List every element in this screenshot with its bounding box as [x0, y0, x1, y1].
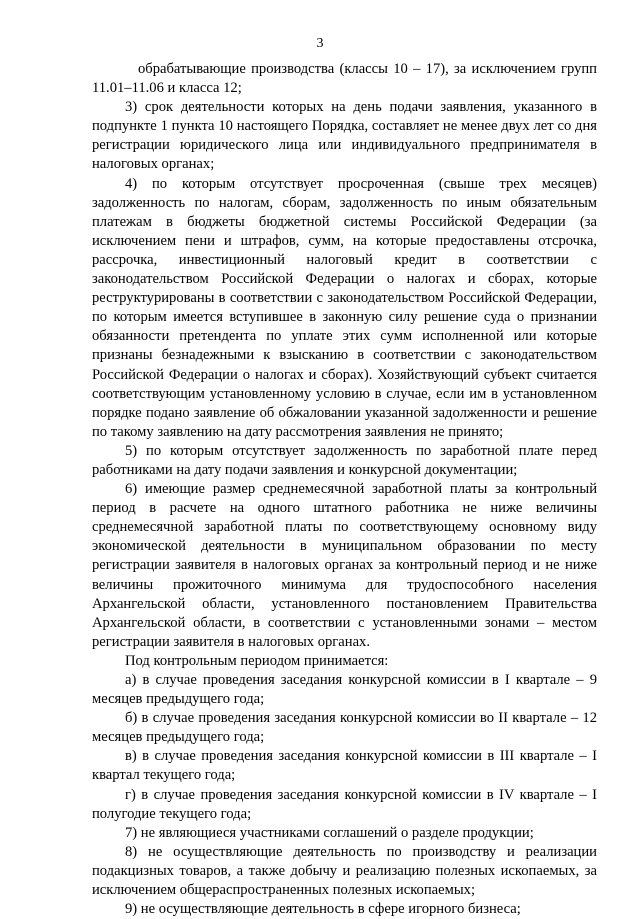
paragraph-item-5: 5) по которым отсутствует задолженность по заработной плате перед работниками на дату подачи заявления и конкурсной документации; — [92, 442, 597, 478]
paragraph-item-7: 7) не являющиеся участниками соглашений о разделе продукции; — [125, 824, 534, 841]
paragraph-item-9: 9) не осуществляющие деятельность в сфере игорного бизнеса; — [125, 901, 521, 918]
paragraph-subitem-b: б) в случае проведения заседания конкурсной комиссии во II квартале – 12 месяцев предыдущего года; — [92, 710, 597, 746]
paragraph-item-3: 3) срок деятельности которых на день подачи заявления, указанного в подпункте 1 пункта 10 настоящего Порядка, составляет не менее двух лет со дня регистрации юридического лица или индивидуального предпринимателя в налоговых органах; — [92, 99, 597, 173]
paragraph-item-6: 6) имеющие размер среднемесячной заработной платы за контрольный период в расчете на одного штатного работника не ниже величины среднемесячной заработной платы по соответствующему основному виду экономической деятельности в муниципальном образовании по месту регистрации заявителя в налоговых органах за контрольный период и не ниже величины прожиточного минимума для трудоспособного населения Архангельской области, установленного постановлением Правительства Архангельской области, в соответствии с установленными зонами – местом регистрации заявителя в налоговых органах. — [92, 481, 597, 650]
paragraph-subitem-a: а) в случае проведения заседания конкурсной комиссии в I квартале – 9 месяцев предыдущего года; — [92, 672, 597, 708]
paragraph-item-4: 4) по которым отсутствует просроченная (свыше трех месяцев) задолженность по налогам, сборам, задолженность по иным обязательным платежам в бюджеты бюджетной системы Российской Федерации (за исключением пени и штрафов, сумм, на которые предоставлены отсрочка, рассрочка, инвестиционный налоговый кредит в соответствии с законодательством Российской Федерации о налогах и сборах, которые реструктурированы в соответствии с законодательством Российской Федерации, по которым имеется вступившее в законную силу решение суда о признании обязанности претендента по уплате этих сумм исполненной или которые признаны безнадежными к взысканию в соответствии с законодательством Российской Федерации о налогах и сборах). Хозяйствующий субъект считается соответствующим установленному условию в случае, если им в установленном порядке подано заявление об обжаловании указанной задолженности и решение по такому заявлению на дату рассмотрения заявления не принято; — [92, 175, 597, 440]
paragraph-control-period-intro: Под контрольным периодом принимается: — [125, 652, 389, 669]
page-number: 3 — [316, 36, 324, 51]
paragraph-item-8: 8) не осуществляющие деятельность по производству и реализации подакцизных товаров, а также добычу и реализацию полезных ископаемых, за исключением общераспространенных полезных ископаемых; — [92, 843, 597, 899]
paragraph-subitem-v: в) в случае проведения заседания конкурсной комиссии в III квартале – I квартал текущего года; — [92, 748, 597, 784]
paragraph-subitem-g: г) в случае проведения заседания конкурсной комиссии в IV квартале – I полугодие текущего года; — [92, 786, 597, 822]
paragraph-continuation: обрабатывающие производства (классы 10 – 17), за исключением групп 11.01–11.06 и класса 12; — [92, 61, 597, 97]
document-body — [92, 60, 597, 919]
